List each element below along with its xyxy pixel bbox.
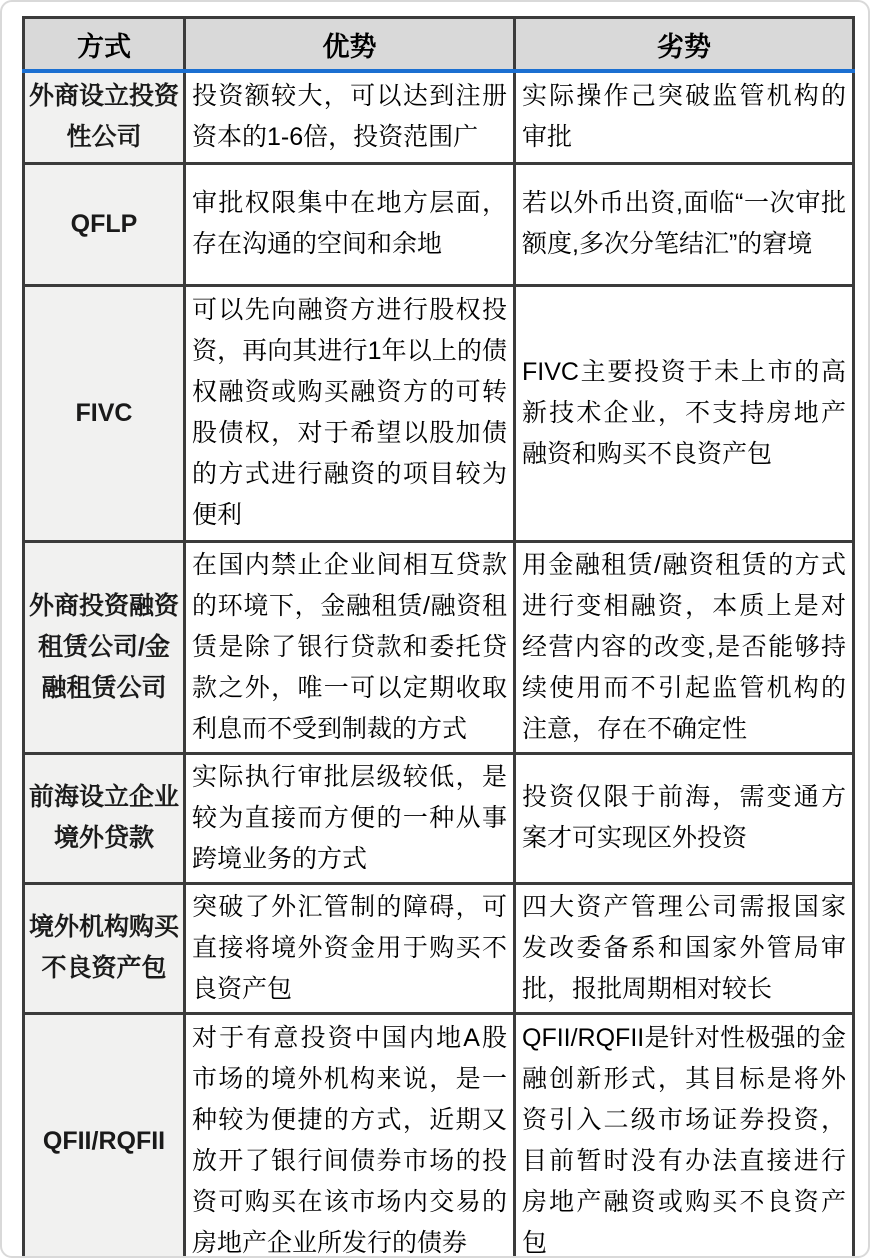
cell-method: 境外机构购买不良资产包 [24,883,185,1013]
table-row [24,753,854,883]
cell-method: 外商投资融资租赁公司/金融租赁公司 [24,541,185,753]
header-row [24,18,854,72]
cell-method: 外商设立投资性公司 [24,71,185,163]
cell-method: FIVC [24,285,185,541]
cell-disadvantage: 投资仅限于前海，需变通方案才可实现区外投资 [515,753,854,883]
column-header-method: 方式 [24,18,185,72]
cell-advantage: 实际执行审批层级较低，是较为直接而方便的一种从事跨境业务的方式 [185,753,515,883]
cell-disadvantage: 若以外币出资,面临“一次审批额度,多次分笔结汇”的窘境 [515,163,854,285]
table-row [24,285,854,541]
column-header-disadvantage: 劣势 [515,18,854,72]
cell-disadvantage: 四大资产管理公司需报国家发改委备系和国家外管局审批，报批周期相对较长 [515,883,854,1013]
cell-method: QFLP [24,163,185,285]
cell-advantage: 突破了外汇管制的障碍，可直接将境外资金用于购买不良资产包 [185,883,515,1013]
cell-advantage: 投资额较大，可以达到注册资本的1-6倍，投资范围广 [185,71,515,163]
table-row [24,883,854,1013]
cell-disadvantage: 实际操作己突破监管机构的审批 [515,71,854,163]
cell-advantage: 在国内禁止企业间相互贷款的环境下，金融租赁/融资租赁是除了银行贷款和委托贷款之外，唯一可以定期收取利息而不受到制裁的方式 [185,541,515,753]
cell-advantage: 可以先向融资方进行股权投资，再向其进行1年以上的债权融资或购买融资方的可转股债权，对于希望以股加债的方式进行融资的项目较为便利 [185,285,515,541]
cell-disadvantage: QFII/RQFII是针对性极强的金融创新形式，其目标是将外资引入二级市场证券投资，目前暂时没有办法直接进行房地产融资或购买不良资产包 [515,1013,854,1258]
column-header-advantage: 优势 [185,18,515,72]
comparison-table [22,16,855,1258]
table-body [24,71,854,1258]
cell-disadvantage: FIVC主要投资于未上市的高新技术企业，不支持房地产融资和购买不良资产包 [515,285,854,541]
cell-advantage: 审批权限集中在地方层面，存在沟通的空间和余地 [185,163,515,285]
cell-disadvantage: 用金融租赁/融资租赁的方式进行变相融资，本质上是对经营内容的改变,是否能够持续使用而不引起监管机构的注意，存在不确定性 [515,541,854,753]
table-header [24,18,854,72]
cell-method: 前海设立企业境外贷款 [24,753,185,883]
cell-advantage: 对于有意投资中国内地A股市场的境外机构来说，是一种较为便捷的方式，近期又放开了银行间债券市场的投资可购买在该市场内交易的房地产企业所发行的债券 [185,1013,515,1258]
cell-method: QFII/RQFII [24,1013,185,1258]
table-row [24,541,854,753]
table-row [24,163,854,285]
table-row [24,1013,854,1258]
table-row [24,71,854,163]
